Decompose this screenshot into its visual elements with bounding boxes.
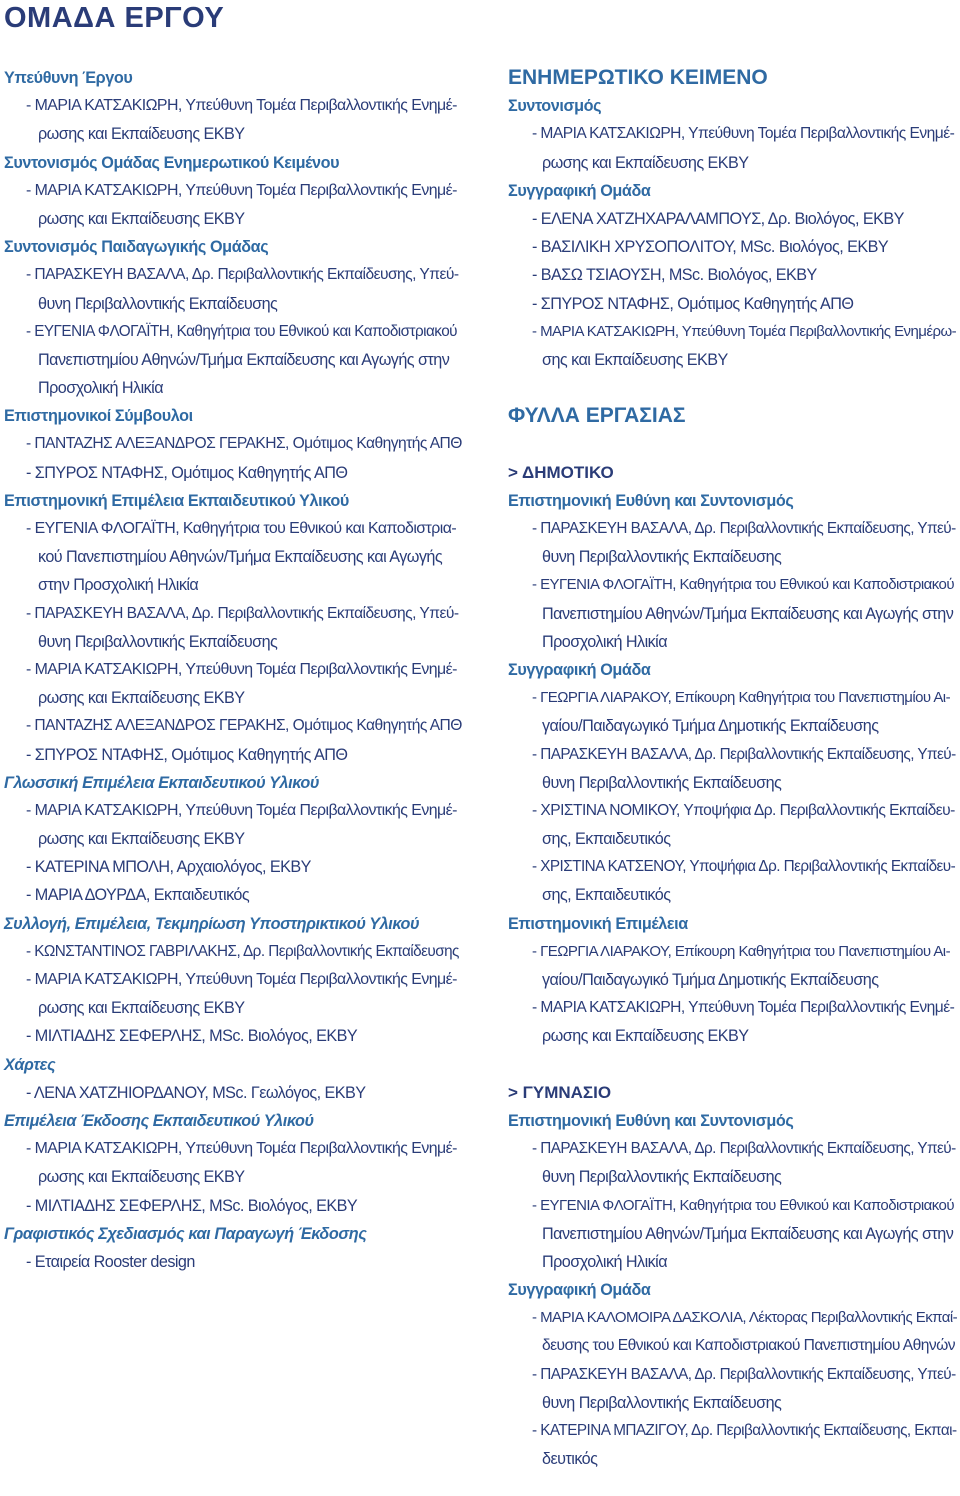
spacer bbox=[508, 430, 958, 458]
list-item: - ΕΥΓΕΝΙΑ ΦΛΟΓΑΪΤΗ, Καθηγήτρια του Εθνικού και Καποδιστριακού bbox=[532, 576, 954, 594]
subsection-title: > ΓΥΜΝΑΣΙΟ bbox=[508, 1082, 612, 1102]
list-item: - Εταιρεία Rooster design bbox=[26, 1252, 195, 1271]
list-item: - ΜΑΡΙΑ ΚΑΤΣΑΚΙΩΡΗ, Υπεύθυνη Τομέα Περιβαλλοντικής Ενημέ- bbox=[26, 971, 457, 988]
section-heading: Γραφιστικός Σχεδιασμός και Παραγωγή Έκδοσης bbox=[4, 1224, 367, 1243]
list-item: - ΜΑΡΙΑ ΚΑΛΟΜΟΙΡΑ ΔΑΣΚΟΛΙΑ, Λέκτορας Περιβαλλοντικής Εκπαί- bbox=[532, 1309, 958, 1327]
list-item: - ΠΑΡΑΣΚΕΥΗ ΒΑΣΑΛΑ, Δρ. Περιβαλλοντικής Εκπαίδευσης, Υπεύ- bbox=[532, 745, 956, 763]
list-item: - ΜΑΡΙΑ ΚΑΤΣΑΚΙΩΡΗ, Υπεύθυνη Τομέα Περιβαλλοντικής Ενημέ- bbox=[532, 999, 955, 1017]
list-item: δευτικός bbox=[542, 1450, 598, 1469]
list-item: θυνη Περιβαλλοντικής Εκπαίδευσης bbox=[542, 548, 782, 567]
list-item: - ΜΑΡΙΑ ΚΑΤΣΑΚΙΩΡΗ, Υπεύθυνη Τομέα Περιβαλλοντικής Ενημέ- bbox=[26, 97, 457, 115]
list-item: σης, Εκπαιδευτικός bbox=[542, 886, 671, 905]
list-item: - ΜΑΡΙΑ ΚΑΤΣΑΚΙΩΡΗ, Υπεύθυνη Τομέα Περιβαλλοντικής Ενημέρω- bbox=[532, 322, 957, 340]
list-item: κού Πανεπιστημίου Αθηνών/Τμήμα Εκπαίδευσης και Αγωγής bbox=[38, 548, 443, 567]
list-item: - ΕΥΓΕΝΙΑ ΦΛΟΓΑΪΤΗ, Καθηγήτρια του Εθνικού και Καποδιστριακού bbox=[532, 1196, 954, 1214]
section-heading: Συγγραφική Ομάδα bbox=[508, 181, 651, 200]
list-item: - ΠΑΡΑΣΚΕΥΗ ΒΑΣΑΛΑ, Δρ. Περιβαλλοντικής Εκπαίδευσης, Υπεύ- bbox=[26, 266, 459, 284]
list-item: Πανεπιστημίου Αθηνών/Τμήμα Εκπαίδευσης και Αγωγής στην bbox=[38, 350, 450, 369]
section-heading: Συλλογή, Επιμέλεια, Τεκμηρίωση Υποστηρικτικού Υλικού bbox=[4, 914, 420, 933]
list-item: - ΜΑΡΙΑ ΔΟΥΡΔΑ, Εκπαιδευτικός bbox=[26, 886, 250, 905]
list-item: - ΓΕΩΡΓΙΑ ΛΙΑΡΑΚΟΥ, Επίκουρη Καθηγήτρια του Πανεπιστημίου Αι- bbox=[532, 942, 951, 960]
list-item: - ΧΡΙΣΤΙΝΑ ΝΟΜΙΚΟΥ, Υποψήφια Δρ. Περιβαλλοντικής Εκπαίδευ- bbox=[532, 801, 955, 819]
list-item: στην Προσχολική Ηλικία bbox=[38, 576, 199, 595]
list-item: - ΠΑΝΤΑΖΗΣ ΑΛΕΞΑΝΔΡΟΣ ΓΕΡΑΚΗΣ, Ομότιμος Καθηγητής ΑΠΘ bbox=[26, 435, 462, 453]
subsection-title: > ΔΗΜΟΤΙΚΟ bbox=[508, 462, 614, 482]
list-item: γαίου/Παιδαγωγικό Τμήμα Δημοτικής Εκπαίδευσης bbox=[542, 971, 879, 989]
list-item: γαίου/Παιδαγωγικό Τμήμα Δημοτικής Εκπαίδευσης bbox=[542, 717, 879, 736]
section-heading: Συντονισμός Ομάδας Ενημερωτικού Κειμένου bbox=[4, 153, 340, 172]
list-item: - ΜΙΛΤΙΑΔΗΣ ΣΕΦΕΡΛΗΣ, MSc. Βιολόγος, ΕΚΒΥ bbox=[26, 1196, 358, 1215]
list-item: ρωσης και Εκπαίδευσης ΕΚΒΥ bbox=[38, 689, 245, 708]
section-heading: Επιστημονική Ευθύνη και Συντονισμός bbox=[508, 491, 794, 510]
list-item: - ΣΠΥΡΟΣ ΝΤΑΦΗΣ, Ομότιμος Καθηγητής ΑΠΘ bbox=[532, 294, 854, 313]
list-item: θυνη Περιβαλλοντικής Εκπαίδευσης bbox=[542, 773, 782, 792]
section-heading: Επιστημονική Επιμέλεια bbox=[508, 914, 688, 933]
list-item: - ΕΛΕΝΑ ΧΑΤΖΗΧΑΡΑΛΑΜΠΟΥΣ, Δρ. Βιολόγος, ΕΚΒΥ bbox=[532, 209, 904, 228]
list-item: - ΚΑΤΕΡΙΝΑ ΜΠΟΛΗ, Αρχαιολόγος, ΕΚΒΥ bbox=[26, 858, 311, 877]
list-item: ρωσης και Εκπαίδευσης ΕΚΒΥ bbox=[38, 830, 245, 849]
list-item: θυνη Περιβαλλοντικής Εκπαίδευσης bbox=[542, 1393, 782, 1412]
section-heading: Συγγραφική Ομάδα bbox=[508, 1281, 651, 1300]
spacer bbox=[508, 374, 958, 402]
list-item: - ΜΑΡΙΑ ΚΑΤΣΑΚΙΩΡΗ, Υπεύθυνη Τομέα Περιβαλλοντικής Ενημέ- bbox=[26, 801, 457, 819]
list-item: σης και Εκπαίδευσης ΕΚΒΥ bbox=[542, 350, 728, 369]
list-item: - ΜΙΛΤΙΑΔΗΣ ΣΕΦΕΡΛΗΣ, MSc. Βιολόγος, ΕΚΒΥ bbox=[26, 1027, 358, 1046]
list-item: δευσης του Εθνικού και Καποδιστριακού Πανεπιστημίου Αθηνών bbox=[542, 1337, 955, 1355]
list-item: Προσχολική Ηλικία bbox=[542, 1252, 668, 1271]
list-item: ρωσης και Εκπαίδευσης ΕΚΒΥ bbox=[38, 125, 245, 144]
section-title: ΦΥΛΛΑ ΕΡΓΑΣΙΑΣ bbox=[508, 404, 686, 428]
right-column bbox=[508, 64, 958, 1473]
section-heading: Γλωσσική Επιμέλεια Εκπαιδευτικού Υλικού bbox=[4, 773, 320, 792]
list-item: - ΚΩΝΣΤΑΝΤΙΝΟΣ ΓΑΒΡΙΛΑΚΗΣ, Δρ. Περιβαλλοντικής Εκπαίδευσης bbox=[26, 942, 459, 960]
list-item: θυνη Περιβαλλοντικής Εκπαίδευσης bbox=[38, 632, 278, 651]
left-column bbox=[4, 64, 464, 1276]
list-item: - ΠΑΡΑΣΚΕΥΗ ΒΑΣΑΛΑ, Δρ. Περιβαλλοντικής Εκπαίδευσης, Υπεύ- bbox=[532, 1140, 956, 1158]
list-item: - ΠΑΡΑΣΚΕΥΗ ΒΑΣΑΛΑ, Δρ. Περιβαλλοντικής Εκπαίδευσης, Υπεύ- bbox=[532, 1365, 956, 1383]
section-heading: Συγγραφική Ομάδα bbox=[508, 660, 651, 679]
list-item: - ΠΑΝΤΑΖΗΣ ΑΛΕΞΑΝΔΡΟΣ ΓΕΡΑΚΗΣ, Ομότιμος Καθηγητής ΑΠΘ bbox=[26, 717, 462, 735]
list-item: ρωσης και Εκπαίδευσης ΕΚΒΥ bbox=[38, 999, 245, 1018]
list-item: - ΧΡΙΣΤΙΝΑ ΚΑΤΣΕΝΟΥ, Υποψήφια Δρ. Περιβαλλοντικής Εκπαίδευ- bbox=[532, 858, 956, 876]
list-item: θυνη Περιβαλλοντικής Εκπαίδευσης bbox=[542, 1168, 782, 1187]
list-item: Πανεπιστημίου Αθηνών/Τμήμα Εκπαίδευσης και Αγωγής στην bbox=[542, 604, 954, 623]
list-item: - ΣΠΥΡΟΣ ΝΤΑΦΗΣ, Ομότιμος Καθηγητής ΑΠΘ bbox=[26, 463, 348, 482]
section-title: ΕΝΗΜΕΡΩΤΙΚΟ ΚΕΙΜΕΝΟ bbox=[508, 66, 768, 89]
spacer bbox=[508, 1051, 958, 1079]
list-item: - ΕΥΓΕΝΙΑ ΦΛΟΓΑΪΤΗ, Καθηγήτρια του Εθνικού και Καποδιστρια- bbox=[26, 520, 457, 537]
list-item: - ΣΠΥΡΟΣ ΝΤΑΦΗΣ, Ομότιμος Καθηγητής ΑΠΘ bbox=[26, 745, 348, 764]
list-item: ρωσης και Εκπαίδευσης ΕΚΒΥ bbox=[542, 1027, 749, 1046]
section-heading: Επιμέλεια Έκδοσης Εκπαιδευτικού Υλικού bbox=[4, 1111, 314, 1130]
list-item: - ΠΑΡΑΣΚΕΥΗ ΒΑΣΑΛΑ, Δρ. Περιβαλλοντικής Εκπαίδευσης, Υπεύ- bbox=[26, 604, 459, 622]
list-item: Προσχολική Ηλικία bbox=[542, 632, 668, 651]
section-heading: Συντονισμός bbox=[508, 97, 602, 116]
section-heading: Συντονισμός Παιδαγωγικής Ομάδας bbox=[4, 238, 269, 257]
list-item: σης, Εκπαιδευτικός bbox=[542, 830, 671, 849]
section-heading: Επιστημονική Ευθύνη και Συντονισμός bbox=[508, 1111, 794, 1130]
page-title: ΟΜΑΔΑ ΕΡΓΟΥ bbox=[4, 2, 225, 34]
list-item: - ΜΑΡΙΑ ΚΑΤΣΑΚΙΩΡΗ, Υπεύθυνη Τομέα Περιβαλλοντικής Ενημέ- bbox=[26, 660, 457, 678]
list-item: Προσχολική Ηλικία bbox=[38, 379, 164, 398]
list-item: - ΚΑΤΕΡΙΝΑ ΜΠΑΖΙΓΟΥ, Δρ. Περιβαλλοντικής Εκπαίδευσης, Εκπαι- bbox=[532, 1422, 957, 1439]
list-item: - ΕΥΓΕΝΙΑ ΦΛΟΓΑΪΤΗ, Καθηγήτρια του Εθνικού και Καποδιστριακού bbox=[26, 322, 457, 340]
list-item: ρωσης και Εκπαίδευσης ΕΚΒΥ bbox=[38, 1168, 245, 1187]
list-item: - ΛΕΝΑ ΧΑΤΖΗΙΟΡΔΑΝΟΥ, MSc. Γεωλόγος, ΕΚΒΥ bbox=[26, 1083, 366, 1102]
section-heading: Επιστημονική Επιμέλεια Εκπαιδευτικού Υλικού bbox=[4, 491, 349, 510]
list-item: - ΒΑΣΙΛΙΚΗ ΧΡΥΣΟΠΟΛΙΤΟΥ, MSc. Βιολόγος, ΕΚΒΥ bbox=[532, 238, 889, 257]
list-item: θυνη Περιβαλλοντικής Εκπαίδευσης bbox=[38, 294, 278, 313]
list-item: ρωσης και Εκπαίδευσης ΕΚΒΥ bbox=[542, 153, 749, 172]
list-item: Πανεπιστημίου Αθηνών/Τμήμα Εκπαίδευσης και Αγωγής στην bbox=[542, 1224, 954, 1243]
list-item: - ΒΑΣΩ ΤΣΙΑΟΥΣΗ, MSc. Βιολόγος, ΕΚΒΥ bbox=[532, 266, 817, 285]
list-item: - ΠΑΡΑΣΚΕΥΗ ΒΑΣΑΛΑ, Δρ. Περιβαλλοντικής Εκπαίδευσης, Υπεύ- bbox=[532, 520, 956, 537]
section-heading: Χάρτες bbox=[4, 1055, 56, 1074]
list-item: - ΜΑΡΙΑ ΚΑΤΣΑΚΙΩΡΗ, Υπεύθυνη Τομέα Περιβαλλοντικής Ενημέ- bbox=[26, 181, 457, 199]
list-item: ρωσης και Εκπαίδευσης ΕΚΒΥ bbox=[38, 209, 245, 228]
section-heading: Επιστημονικοί Σύμβουλοι bbox=[4, 407, 193, 426]
list-item: - ΜΑΡΙΑ ΚΑΤΣΑΚΙΩΡΗ, Υπεύθυνη Τομέα Περιβαλλοντικής Ενημέ- bbox=[26, 1140, 457, 1158]
list-item: - ΜΑΡΙΑ ΚΑΤΣΑΚΙΩΡΗ, Υπεύθυνη Τομέα Περιβαλλοντικής Ενημέ- bbox=[532, 125, 955, 143]
list-item: - ΓΕΩΡΓΙΑ ΛΙΑΡΑΚΟΥ, Επίκουρη Καθηγήτρια του Πανεπιστημίου Αι- bbox=[532, 689, 951, 707]
section-heading: Υπεύθυνη Έργου bbox=[4, 69, 133, 87]
